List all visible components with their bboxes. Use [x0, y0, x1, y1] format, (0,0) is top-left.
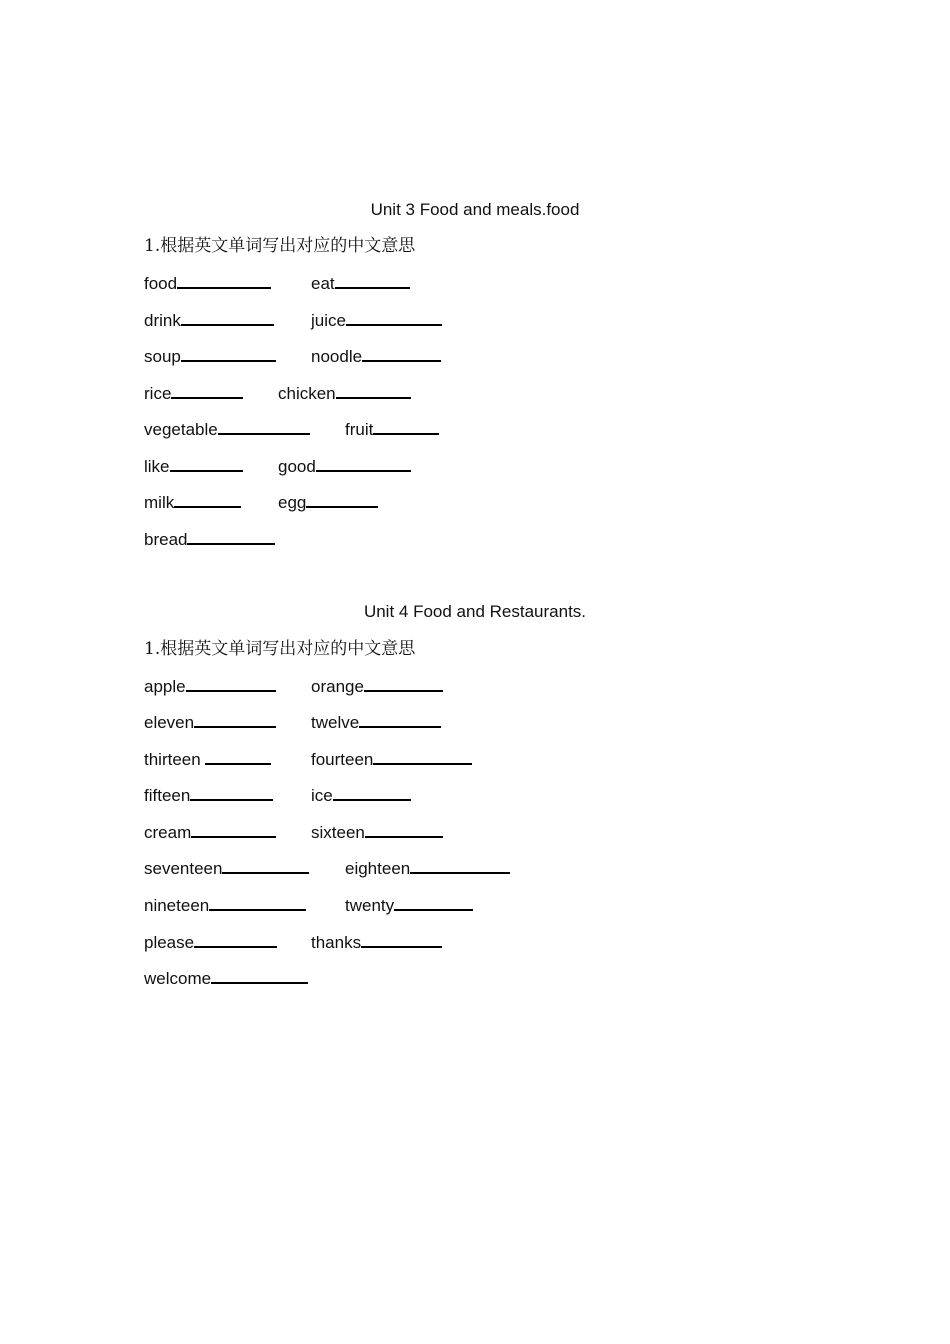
answer-blank[interactable]: [394, 893, 473, 911]
word-twenty: twenty: [345, 893, 473, 918]
answer-blank[interactable]: [186, 674, 276, 692]
answer-blank[interactable]: [410, 856, 510, 874]
word-please: please: [144, 930, 277, 955]
answer-blank[interactable]: [362, 344, 441, 362]
word-chicken: chicken: [278, 381, 411, 406]
word-sixteen: sixteen: [311, 820, 443, 845]
answer-blank[interactable]: [333, 783, 411, 801]
word-vegetable: vegetable: [144, 417, 310, 442]
answer-blank[interactable]: [181, 308, 274, 326]
word-eat: eat: [311, 271, 410, 296]
answer-blank[interactable]: [316, 454, 411, 472]
answer-blank[interactable]: [222, 856, 309, 874]
answer-blank[interactable]: [171, 381, 243, 399]
unit4-title: Unit 4 Food and Restaurants.: [363, 602, 587, 621]
word-fourteen: fourteen: [311, 747, 472, 772]
word-bread: bread: [144, 527, 275, 552]
word-eleven: eleven: [144, 710, 276, 735]
word-rice: rice: [144, 381, 243, 406]
word-cream: cream: [144, 820, 276, 845]
answer-blank[interactable]: [364, 674, 443, 692]
word-fruit: fruit: [345, 417, 439, 442]
answer-blank[interactable]: [209, 893, 306, 911]
answer-blank[interactable]: [373, 417, 439, 435]
answer-blank[interactable]: [218, 417, 310, 435]
word-milk: milk: [144, 490, 241, 515]
word-drink: drink: [144, 308, 274, 333]
word-soup: soup: [144, 344, 276, 369]
answer-blank[interactable]: [170, 454, 243, 472]
answer-blank[interactable]: [361, 930, 442, 948]
unit3-instruction: 1.根据英文单词写出对应的中文意思: [144, 236, 416, 256]
answer-blank[interactable]: [187, 527, 275, 545]
word-apple: apple: [144, 674, 276, 699]
word-welcome: welcome: [144, 966, 308, 991]
word-good: good: [278, 454, 411, 479]
word-ice: ice: [311, 783, 411, 808]
word-nineteen: nineteen: [144, 893, 306, 918]
word-orange: orange: [311, 674, 443, 699]
unit3-title: Unit 3 Food and meals.food: [370, 200, 580, 219]
answer-blank[interactable]: [177, 271, 271, 289]
word-twelve: twelve: [311, 710, 441, 735]
answer-blank[interactable]: [211, 966, 308, 984]
answer-blank[interactable]: [194, 710, 276, 728]
word-seventeen: seventeen: [144, 856, 309, 881]
answer-blank[interactable]: [205, 747, 271, 765]
answer-blank[interactable]: [306, 490, 378, 508]
answer-blank[interactable]: [336, 381, 411, 399]
word-thirteen: thirteen: [144, 747, 271, 772]
answer-blank[interactable]: [174, 490, 241, 508]
answer-blank[interactable]: [194, 930, 277, 948]
word-like: like: [144, 454, 243, 479]
answer-blank[interactable]: [346, 308, 442, 326]
answer-blank[interactable]: [181, 344, 276, 362]
answer-blank[interactable]: [335, 271, 410, 289]
word-food: food: [144, 271, 271, 296]
word-thanks: thanks: [311, 930, 442, 955]
word-eighteen: eighteen: [345, 856, 510, 881]
unit4-instruction: 1.根据英文单词写出对应的中文意思: [144, 639, 416, 659]
word-fifteen: fifteen: [144, 783, 273, 808]
answer-blank[interactable]: [373, 747, 472, 765]
answer-blank[interactable]: [365, 820, 443, 838]
answer-blank[interactable]: [190, 783, 273, 801]
answer-blank[interactable]: [191, 820, 276, 838]
word-egg: egg: [278, 490, 378, 515]
word-juice: juice: [311, 308, 442, 333]
word-noodle: noodle: [311, 344, 441, 369]
answer-blank[interactable]: [359, 710, 441, 728]
